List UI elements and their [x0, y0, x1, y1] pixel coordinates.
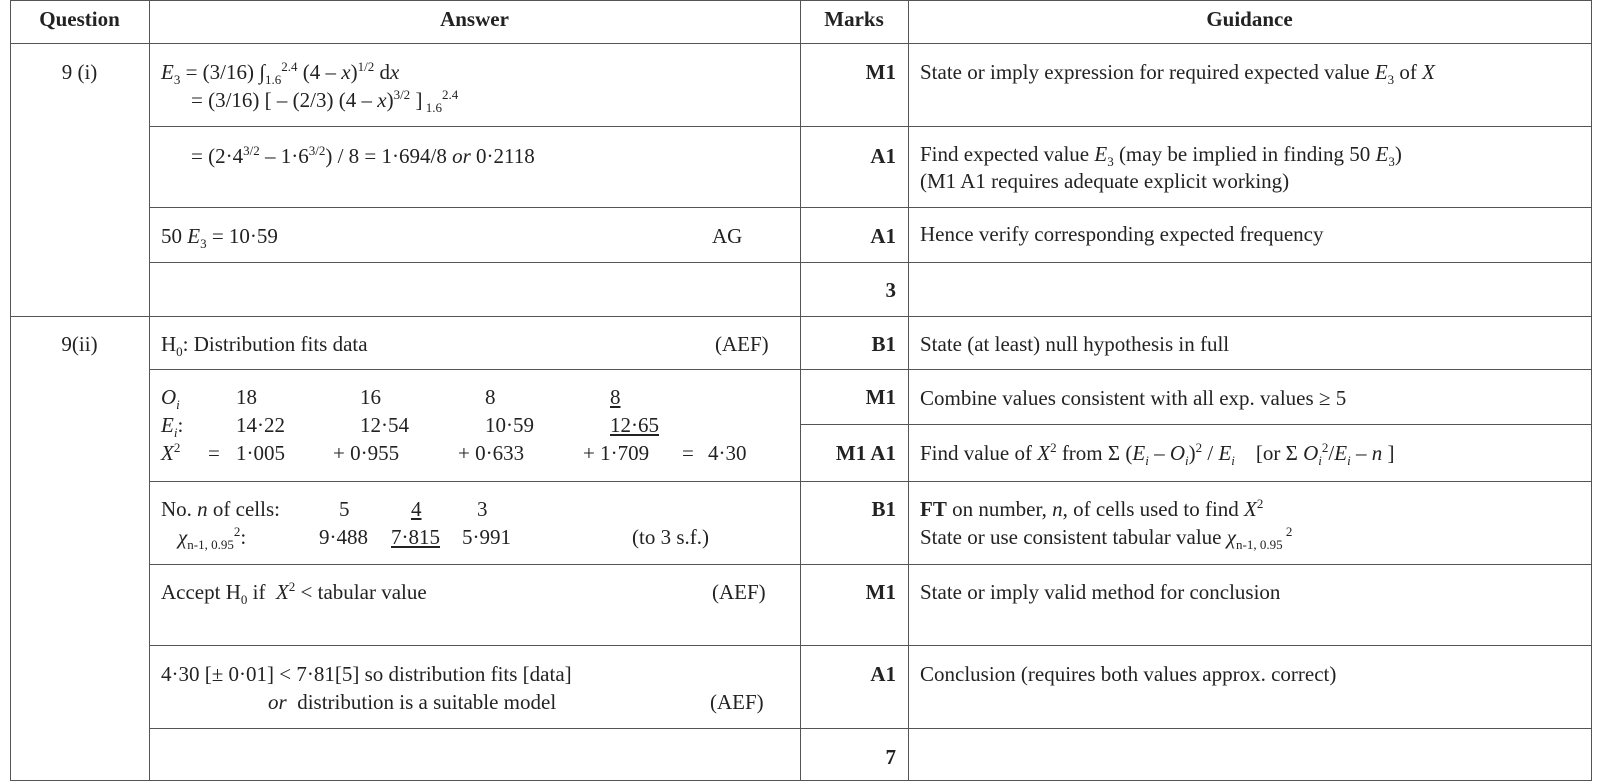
column-divider: [908, 0, 909, 781]
equals-sign: =: [208, 441, 220, 465]
cell-count: 5: [339, 497, 350, 521]
critical-value-label: $\chi_{n-1, 0.95}^2$:: [178, 524, 247, 553]
mark: B1: [871, 497, 896, 521]
mark: M1: [865, 385, 896, 409]
guidance-text: State or imply valid method for conclusion: [920, 580, 1281, 604]
guidance-text: State or imply expression for required expected value $E_3$ of X: [920, 60, 1435, 88]
expected-value: 10·59: [485, 413, 534, 437]
expected-value: 12·54: [360, 413, 409, 437]
guidance-text: Find value of $X^2$ from Σ $(E_i - O_i)^2 / E_i$ [or Σ $O_i^2/E_i$ – n ]: [920, 440, 1395, 469]
guidance-text: Hence verify corresponding expected frequency: [920, 222, 1324, 246]
chi-square-label: $X^2$: [161, 440, 181, 465]
observed-value: 16: [360, 385, 381, 409]
question-label: 9 (i): [61, 60, 98, 84]
answer-line: or distribution is a suitable model: [268, 690, 557, 714]
mark: A1: [870, 224, 896, 248]
critical-value: 9·488: [319, 525, 368, 549]
mark: M1 A1: [835, 441, 896, 465]
header-marks: Marks: [824, 7, 884, 31]
answer-line: 50 $E_3 = 10\cdot 59$: [161, 224, 278, 252]
contribution-value: 1·005: [236, 441, 285, 465]
observed-label: $O_i$: [161, 385, 180, 413]
significant-figures-note: (to 3 s.f.): [632, 525, 709, 549]
chi-square-total: 4·30: [708, 441, 747, 465]
guidance-text: (M1 A1 requires adequate explicit working): [920, 169, 1290, 193]
aef-label: (AEF): [712, 580, 766, 604]
row-divider: [10, 43, 1592, 44]
aef-label: (AEF): [710, 690, 764, 714]
row-divider: [149, 564, 1592, 565]
cells-label: No. n of cells:: [161, 497, 280, 521]
cell-count: 3: [477, 497, 488, 521]
critical-value: 5·991: [462, 525, 511, 549]
row-divider: [149, 728, 1592, 729]
answer-line: Accept $H_0$ if $X^2$ < tabular value: [161, 579, 427, 608]
row-divider: [800, 424, 1592, 425]
guidance-text: Combine values consistent with all exp. values ≥ 5: [920, 386, 1347, 410]
expected-label: $E_i$:: [161, 413, 184, 441]
table-border-right: [1591, 0, 1592, 781]
row-divider: [149, 481, 1592, 482]
guidance-text: State (at least) null hypothesis in full: [920, 332, 1230, 356]
guidance-text: Conclusion (requires both values approx. correct): [920, 662, 1337, 686]
total-marks: 3: [885, 278, 896, 302]
row-divider: [149, 369, 1592, 370]
answer-line: 4·30 [± 0·01] < 7·81[5] so distribution fits [data]: [161, 662, 572, 686]
answer-line: $E_3 = (3/16)$ $\int_{1.6}^{2.4}$ (4 – x)$^{1/2}$ dx: [161, 59, 400, 88]
expected-value: 12·65: [610, 413, 659, 437]
mark: A1: [870, 144, 896, 168]
observed-value: 8: [610, 385, 621, 409]
row-divider: [149, 645, 1592, 646]
mark: A1: [870, 662, 896, 686]
guidance-text: State or use consistent tabular value $\chi_{n-1, 0.95}$ $^2$: [920, 524, 1293, 553]
table-border-left: [10, 0, 11, 781]
row-divider: [149, 207, 1592, 208]
row-divider: [149, 262, 1592, 263]
header-guidance: Guidance: [1206, 7, 1293, 31]
total-marks: 7: [885, 745, 896, 769]
mark: M1: [865, 60, 896, 84]
answer-line: $H_0$: Distribution fits data: [161, 332, 368, 360]
observed-value: 8: [485, 385, 496, 409]
expected-value: 14·22: [236, 413, 285, 437]
guidance-text: Find expected value $E_3$ (may be implied in finding 50 $E_3$): [920, 142, 1402, 170]
answer-line: = $(2\cdot 4^{3/2} - 1\cdot 6^{3/2}) / 8 = 1\cdot 694/8$ or 0·2118: [191, 143, 535, 168]
aef-label: (AEF): [715, 332, 769, 356]
header-question: Question: [39, 7, 120, 31]
answer-line: = (3/16) [ – (2/3) (4 – x)$^{3/2}$ ] $_{1.6}^{2.4}$: [191, 87, 459, 116]
question-label: 9(ii): [61, 332, 98, 356]
contribution-value: + 0·633: [458, 441, 525, 465]
row-divider: [10, 316, 1592, 317]
mark: M1: [865, 580, 896, 604]
observed-value: 18: [236, 385, 257, 409]
header-answer: Answer: [440, 7, 509, 31]
contribution-value: + 0·955: [333, 441, 400, 465]
critical-value: 7·815: [391, 525, 440, 549]
ag-label: AG: [712, 224, 743, 248]
column-divider: [149, 0, 150, 781]
row-divider: [149, 126, 1592, 127]
mark: B1: [871, 332, 896, 356]
equals-sign: =: [682, 441, 694, 465]
table-border-top: [10, 0, 1592, 1]
cell-count: 4: [411, 497, 422, 521]
guidance-text: FT on number, n, of cells used to find $X^2$: [920, 496, 1264, 521]
contribution-value: + 1·709: [583, 441, 650, 465]
